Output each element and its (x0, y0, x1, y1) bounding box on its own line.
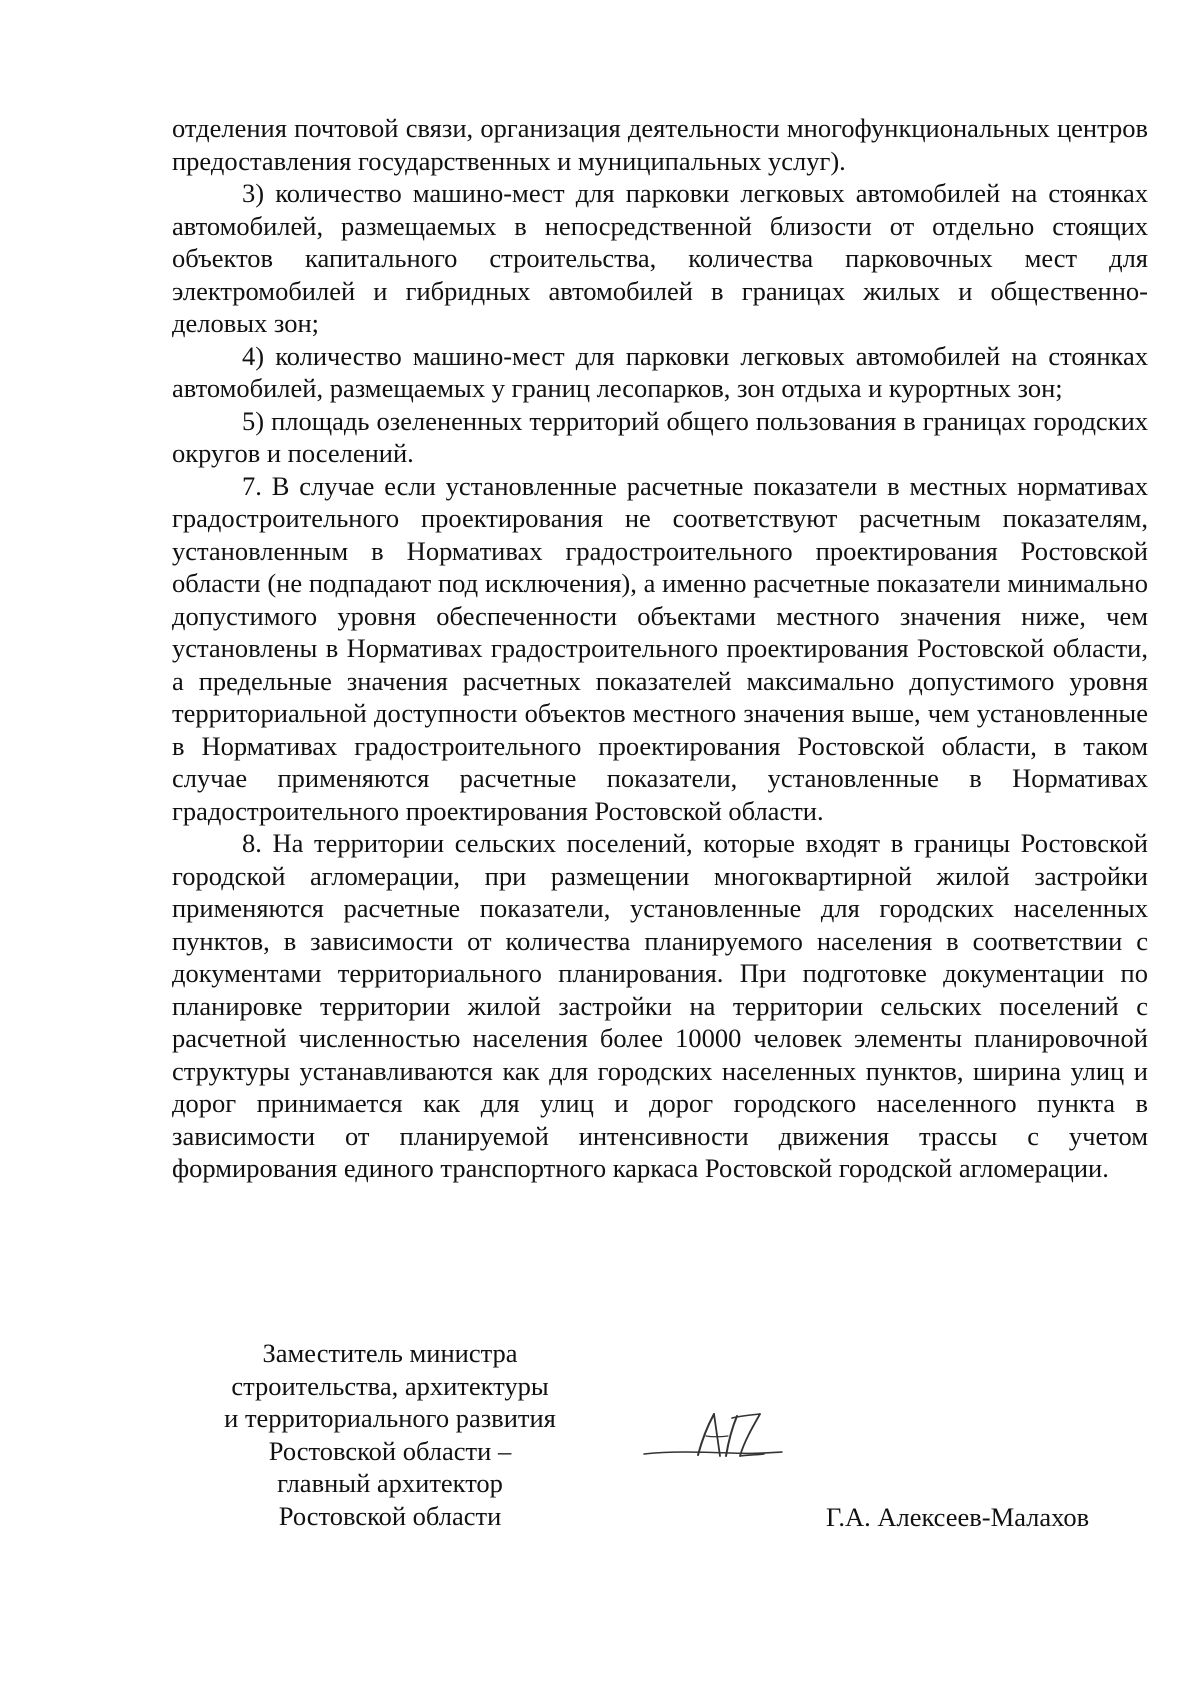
signer-name: Г.А. Алексеев-Малахов (826, 1502, 1090, 1532)
position-line: и территориального развития (224, 1403, 556, 1433)
handwritten-signature-icon (640, 1410, 790, 1480)
paragraph-item-3: 3) количество машино-мест для парковки легковых автомобилей на стоянках автомобилей, размещаемых в непосредственной близости от отдельно стоящих объектов капитального строительства, количества парковочных мест для электромобилей и гибридных автомобилей в границах жилых и общественно-деловых зон; (172, 178, 1148, 338)
document-body (172, 112, 1148, 1185)
position-line: строительства, архитектуры (231, 1370, 549, 1401)
paragraph-item-5: 5) площадь озелененных территорий общего пользования в границах городских округов и поселений. (172, 405, 1148, 468)
paragraph-clause-7: 7. В случае если установленные расчетные показатели в местных нормативах градостроительного проектирования не соответствуют расчетным показателям, установленным в Нормативах градостроительного проектирования Ростовской области (не подпадают под исключения), а именно расчетные показатели минимально допустимого уровня обеспеченности объектами местного значения ниже, чем установлены в Нормативах градостроительного проектирования Ростовской области, а предельные значения расчетных показателей максимально допустимого уровня территориальной доступности объектов местного значения выше, чем установленные в Нормативах градостроительного проектирования Ростовской области, в таком случае применяются расчетные показатели, установленные в Нормативах градостроительного проектирования Ростовской области. (172, 470, 1148, 826)
position-line: главный архитектор (277, 1468, 503, 1498)
position-line: Ростовской области – (268, 1435, 512, 1466)
paragraph-item-4: 4) количество машино-мест для парковки легковых автомобилей на стоянках автомобилей, размещаемых у границ лесопарков, зон отдыха и курортных зон; (172, 340, 1148, 403)
position-line: Ростовской области (278, 1500, 502, 1531)
paragraph-continuation: отделения почтовой связи, организация деятельности многофункциональных центров предоставления государственных и муниципальных услуг). (172, 113, 1148, 176)
paragraph-clause-8: 8. На территории сельских поселений, которые входят в границы Ростовской городской агломерации, при размещении многоквартирной жилой застройки применяются расчетные показатели, установленные для городских населенных пунктов, в зависимости от количества планируемого населения в соответствии с документами территориального планирования. При подготовке документации по планировке территории жилой застройки на территории сельских поселений с расчетной численностью населения более 10000 человек элементы планировочной структуры устанавливаются как для городских населенных пунктов, ширина улиц и дорог принимается как для улиц и дорог городского населенного пункта в зависимости от планируемой интенсивности движения трассы с учетом формирования единого транспортного каркаса Ростовской городской агломерации. (172, 828, 1148, 1183)
position-line: Заместитель министра (262, 1338, 518, 1368)
signatory-position (200, 1337, 580, 1532)
